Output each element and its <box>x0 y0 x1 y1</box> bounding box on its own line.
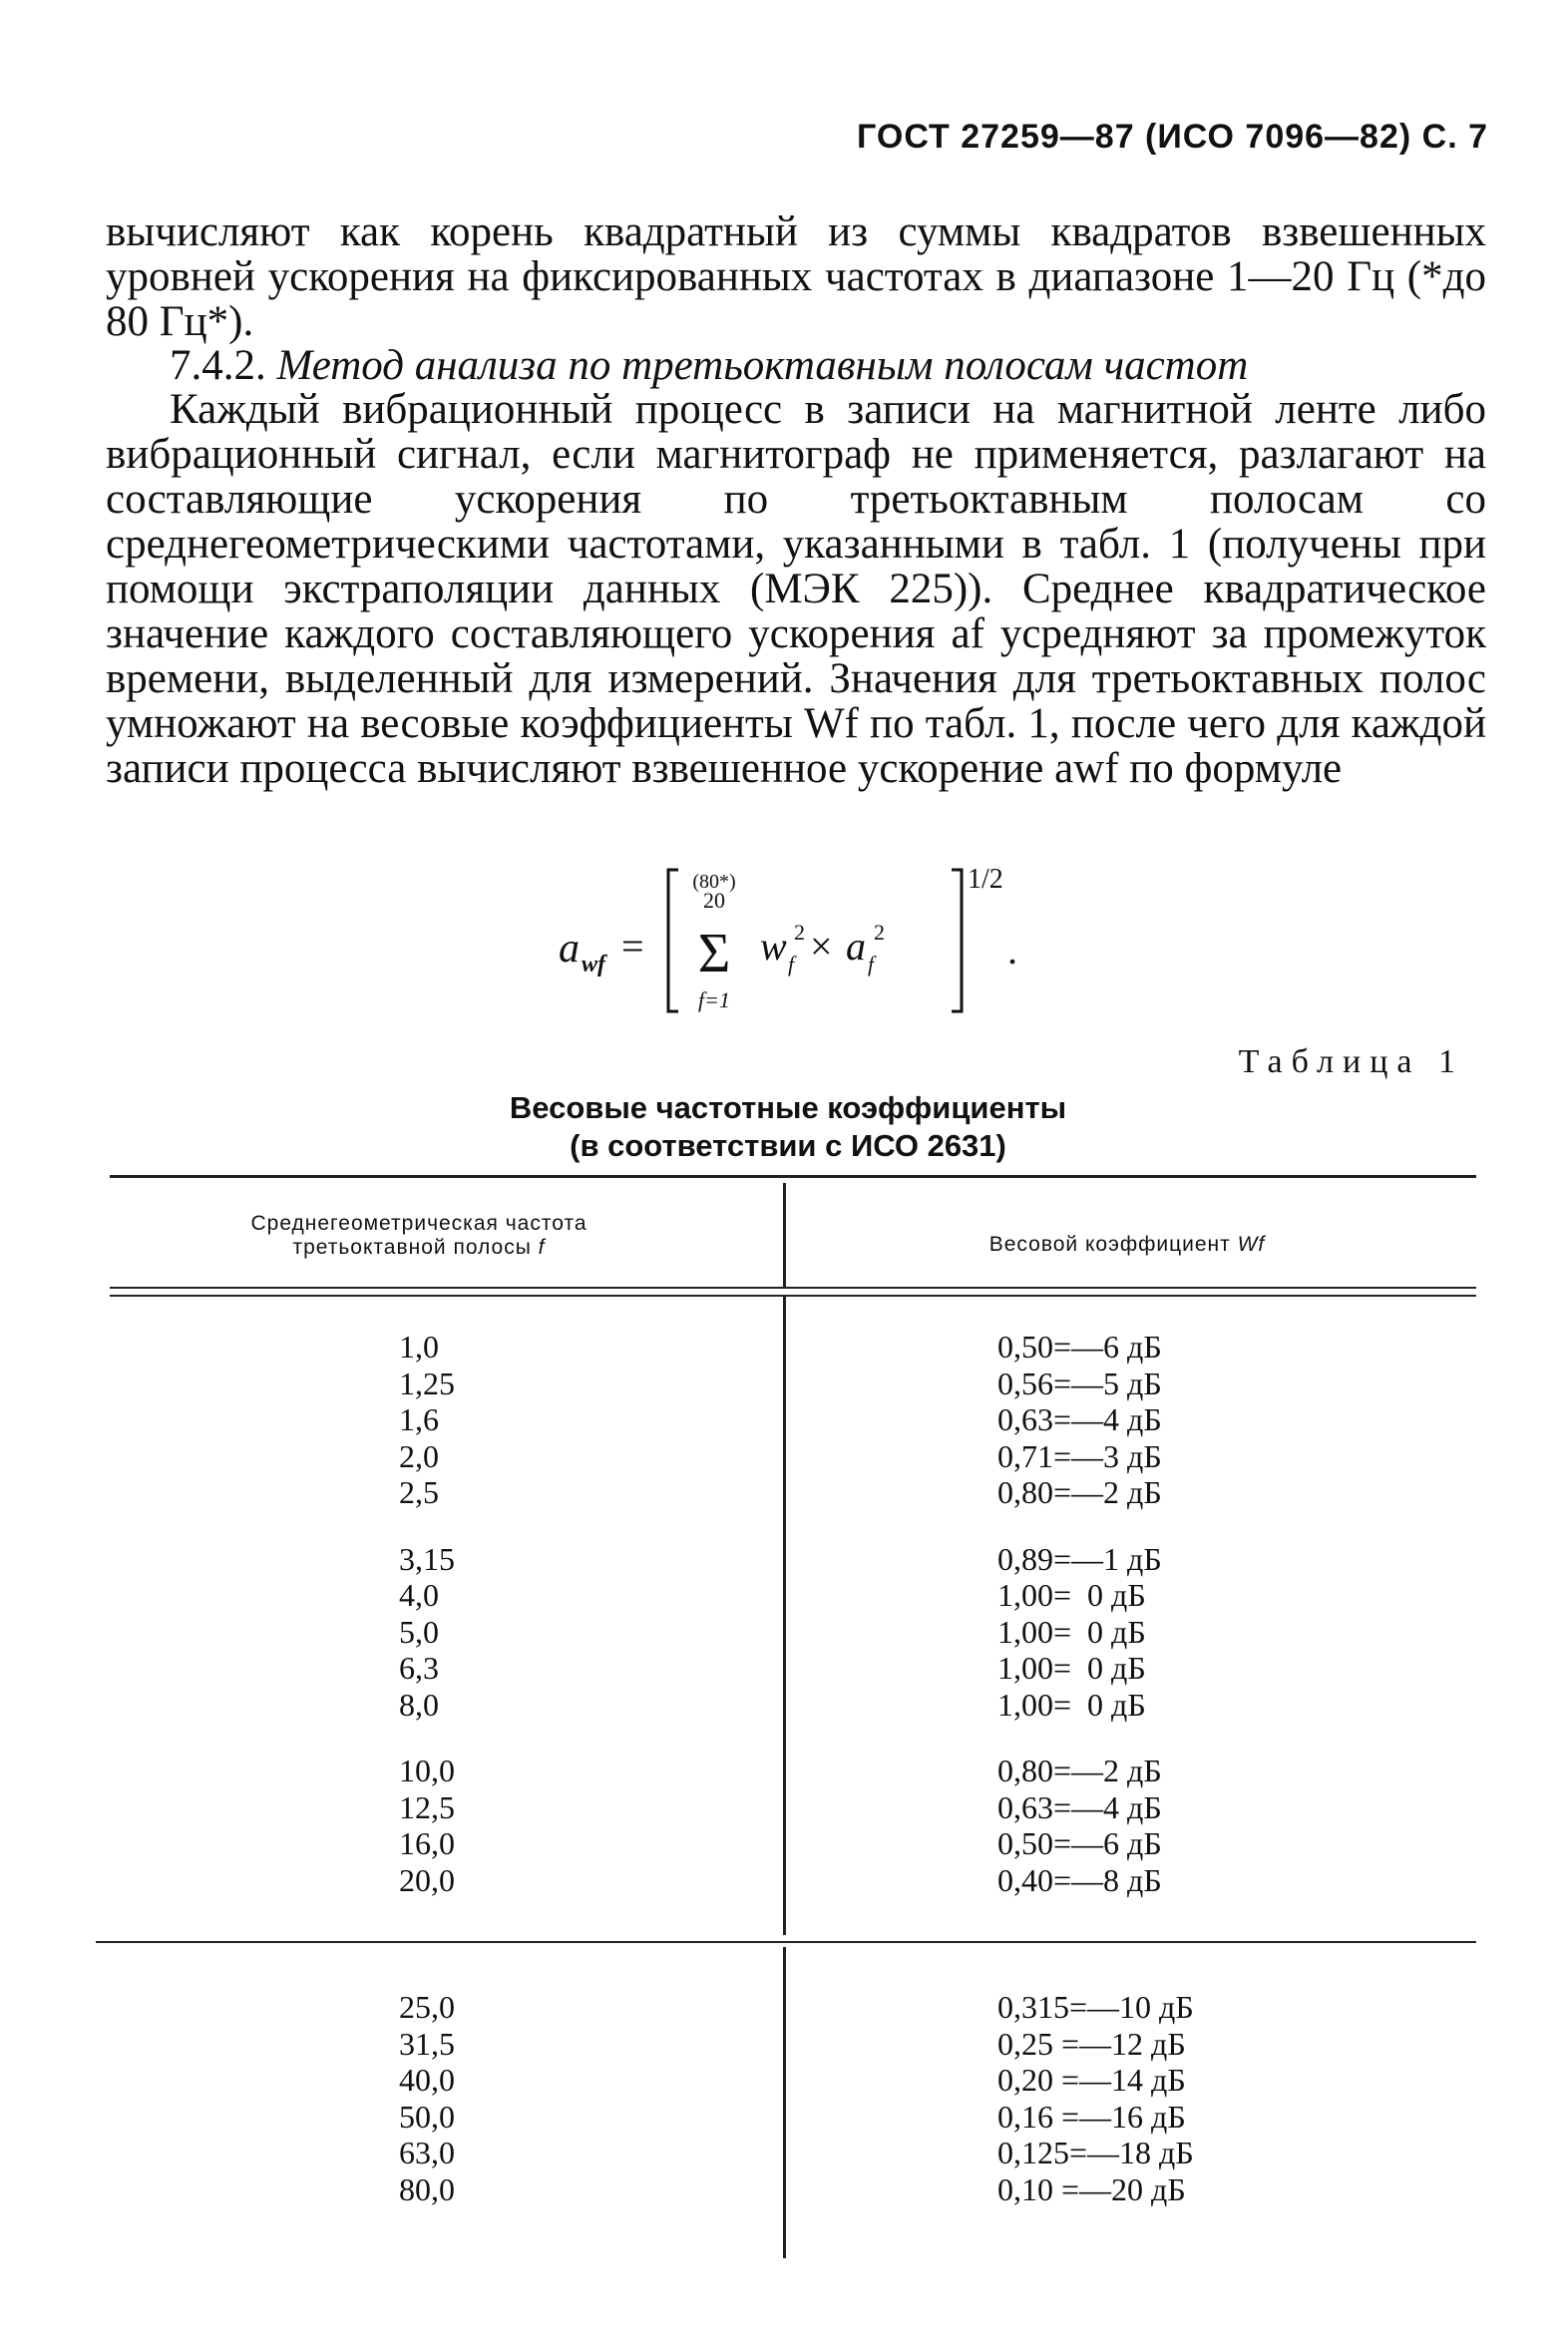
table-cell-coefficient: 0,16 =—16 дБ <box>997 2098 1186 2135</box>
table-cell-frequency: 10,0 <box>399 1753 455 1788</box>
table-cell-frequency: 5,0 <box>399 1613 439 1650</box>
table-cell-frequency: 1,6 <box>399 1401 439 1437</box>
table-cell-coefficient: 0,56=—5 дБ <box>997 1365 1162 1401</box>
table-cell-frequency: 63,0 <box>399 2135 455 2170</box>
table-cell-coefficient: 1,00= 0 дБ <box>997 1577 1146 1613</box>
col1-header <box>140 1212 698 1260</box>
table-title-line-2: (в соответствии с ИСО 2631) <box>570 1128 1006 1163</box>
table-cell-coefficient: 0,80=—2 дБ <box>997 1753 1162 1788</box>
header-double-rule-bottom <box>110 1295 1476 1297</box>
formula-lhs-sub: wf <box>582 952 605 978</box>
table-cell-frequency: 80,0 <box>399 2170 455 2207</box>
table-cell-frequency: 2,0 <box>399 1437 439 1474</box>
table-cell-frequency: 40,0 <box>399 2062 455 2098</box>
col1-header-line-2: третьоктавной полосы <box>292 1236 532 1259</box>
sum-upper: 20 <box>703 888 725 913</box>
right-bracket <box>952 870 962 1011</box>
table-cell-coefficient: 0,10 =—20 дБ <box>997 2170 1186 2207</box>
table-cell-coefficient: 0,50=—6 дБ <box>997 1329 1162 1365</box>
table-cell-coefficient: 0,71=—3 дБ <box>997 1437 1162 1474</box>
table-cell-coefficient: 0,25 =—12 дБ <box>997 2025 1186 2062</box>
col1-header-line-1: Среднегеометрическая частота <box>250 1212 588 1235</box>
table-cell-coefficient: 0,63=—4 дБ <box>997 1401 1162 1437</box>
table-top-rule <box>110 1175 1476 1178</box>
table-cell-coefficient: 0,40=—8 дБ <box>997 1861 1162 1898</box>
coefficient-column-lower <box>997 1989 1297 2207</box>
col1-header-line-2-wrap <box>140 1236 698 1260</box>
table-cell-frequency: 8,0 <box>399 1686 439 1723</box>
frequency-column-upper <box>399 1329 509 1898</box>
left-bracket <box>668 870 678 1011</box>
times-sign: × <box>810 924 833 969</box>
table-cell-coefficient: 0,20 =—14 дБ <box>997 2062 1186 2098</box>
section-heading <box>106 343 1486 388</box>
term-a-sub: f <box>868 952 875 977</box>
term-a: a <box>846 924 866 969</box>
section-separator-rule <box>96 1941 1476 1943</box>
sum-lower: f=1 <box>698 987 730 1012</box>
coefficient-column-upper <box>997 1329 1297 1898</box>
table-cell-coefficient: 0,89=—1 дБ <box>997 1540 1162 1577</box>
paragraph-2: Каждый вибрационный процесс в записи на магнитной ленте либо вибрационный сигнал, если магнитограф не применяется, разлагают на составляющие ускорения по третьоктавным полосам со среднегеометрическими частотами, указанными в табл. 1 (получены при помощи экстраполяции данных (МЭК 225)). Среднее квадратическое значение каждого составляющего ускорения af усредняют за промежуток времени, выделенный для измерений. Значения для третьоктавных полос умножают на весовые коэффициенты Wf по табл. 1, после чего для каждой записи процесса вычисляют взвешенное ускорение awf по формуле <box>106 386 1486 792</box>
table-cell-frequency: 4,0 <box>399 1577 439 1613</box>
paragraph-1: вычисляют как корень квадратный из суммы квадратов взвешенных уровней ускорения на фиксированных частотах в диапазоне 1—20 Гц (*до 80 Гц*). <box>106 208 1486 345</box>
table-cell-coefficient: 0,80=—2 дБ <box>997 1474 1162 1510</box>
table-cell-coefficient: 0,63=—4 дБ <box>997 1788 1162 1825</box>
term-w: w <box>760 924 787 969</box>
term-w-sub: f <box>788 952 795 977</box>
table-cell-coefficient: 1,00= 0 дБ <box>997 1650 1146 1686</box>
weighted-acceleration-formula <box>519 860 1037 1029</box>
col2-header <box>788 1233 1466 1257</box>
power-exponent: 1/2 <box>968 864 1003 895</box>
sigma-symbol: Σ <box>697 923 731 984</box>
table-cell-frequency: 1,0 <box>399 1329 439 1365</box>
table-cell-frequency: 16,0 <box>399 1825 455 1861</box>
formula-end-dot: . <box>1007 928 1017 973</box>
table-title-line-1: Весовые частотные коэффициенты <box>509 1090 1067 1125</box>
formula-equals: = <box>621 924 644 969</box>
table-cell-coefficient: 0,315=—10 дБ <box>997 1989 1194 2025</box>
sum-upper-star: (80*) <box>692 871 736 893</box>
frequency-column-lower <box>399 1989 509 2207</box>
table-cell-coefficient: 1,00= 0 дБ <box>997 1686 1146 1723</box>
table-cell-frequency: 12,5 <box>399 1788 455 1825</box>
table-cell-frequency: 1,25 <box>399 1365 455 1401</box>
lower-column-divider <box>783 1947 786 2258</box>
term-a-sup: 2 <box>874 920 885 945</box>
col1-header-symbol: f <box>538 1236 546 1259</box>
table-cell-frequency: 31,5 <box>399 2025 455 2062</box>
table-cell-frequency: 3,15 <box>399 1540 455 1577</box>
running-head: ГОСТ 27259—87 (ИСО 7096—82) С. 7 <box>857 118 1488 156</box>
formula-lhs: a <box>559 926 580 972</box>
section-number: 7.4.2. <box>170 342 266 389</box>
col2-header-symbol: Wf <box>1237 1233 1266 1256</box>
col2-header-text: Весовой коэффициент <box>988 1233 1231 1256</box>
table-cell-frequency: 6,3 <box>399 1650 439 1686</box>
table-cell-coefficient: 0,50=—6 дБ <box>997 1825 1162 1861</box>
table-label: Таблица 1 <box>1238 1043 1464 1080</box>
table-cell-frequency: 25,0 <box>399 1989 455 2025</box>
table-cell-frequency: 2,5 <box>399 1474 439 1510</box>
table-cell-coefficient: 1,00= 0 дБ <box>997 1613 1146 1650</box>
header-column-divider <box>783 1183 786 1289</box>
term-w-sup: 2 <box>794 920 805 945</box>
table-cell-frequency: 50,0 <box>399 2098 455 2135</box>
table-title <box>100 1089 1476 1165</box>
upper-column-divider <box>783 1297 786 1935</box>
section-title: Метод анализа по третьоктавным полосам частот <box>276 342 1249 389</box>
table-cell-coefficient: 0,125=—18 дБ <box>997 2135 1194 2170</box>
header-double-rule-top <box>110 1287 1476 1289</box>
table-cell-frequency: 20,0 <box>399 1861 455 1898</box>
